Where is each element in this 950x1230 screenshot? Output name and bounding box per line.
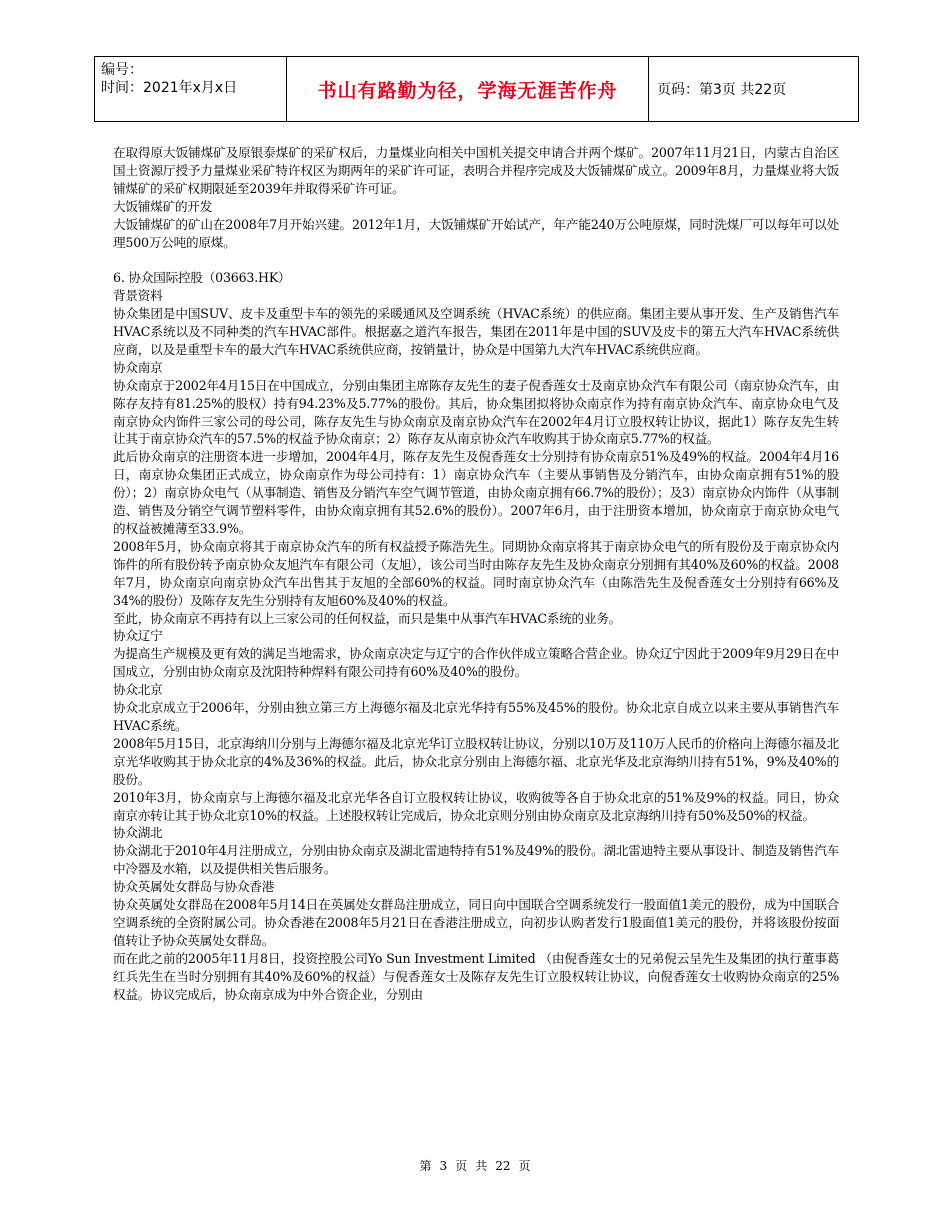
section-heading: 协众湖北 — [113, 825, 163, 841]
paragraph: 而在此之前的2005年11月8日，投资控股公司Yo Sun Investment Limited （由倪香莲女士的兄弟倪云呈先生及集团的执行董事葛红兵先生在当时分别拥有其40%及60%的权益）与倪香莲女士及陈存友先生订立股权转让协议，向倪香莲女士收购协众南京的25%权益。协议完成后，协众南京成为中外合资企业，分别由 — [113, 950, 839, 1002]
header-page-info: 页码：第3页 共22页 — [657, 82, 787, 98]
document-body — [113, 144, 839, 1003]
header-motto: 书山有路勤为径，学海无涯苦作舟 — [287, 57, 649, 121]
footer-total-pages: 22 — [495, 1159, 511, 1173]
paragraph: 协众北京成立于2006年，分别由独立第三方上海德尔福及北京光华持有55%及45%的股份。协众北京自成立以来主要从事销售汽车HVAC系统。 — [113, 700, 839, 733]
paragraph: 协众英属处女群岛在2008年5月14日在英属处女群岛注册成立，同日向中国联合空调系统发行一股面值1美元的股份，成为中国联合空调系统的全资附属公司。协众香港在2008年5月21日在香港注册成立，向初步认购者发行1股面值1美元的股份，并将该股份按面值转让予协众英属处女群岛。 — [113, 897, 839, 948]
paragraph: 大饭铺煤矿的矿山在2008年7月开始兴建。2012年1月，大饭铺煤矿开始试产，年产能240万公吨原煤，同时洗煤厂可以每年可以处理500万公吨的原煤。 — [113, 216, 839, 250]
paragraph: 协众南京于2002年4月15日在中国成立，分别由集团主席陈存友先生的妻子倪香莲女士及南京协众汽车有限公司（南京协众汽车，由陈存友持有81.25%的股权）持有94.23%及5.77%的股份。其后，协众集团拟将协众南京作为持有南京协众汽车、南京协众电气及南京协众内饰件三家公司的母公司，陈存友先生与协众南京及南京协众汽车在2002年4月订立股权转让协议，据此1）陈存友先生转让其于南京协众汽车的57.5%的权益予协众南京；2）陈存友从南京协众汽车收购其于协众南京5.77%的权益。 — [113, 377, 839, 447]
serial-number-label: 编号： — [101, 62, 143, 78]
paragraph: 在取得原大饭铺煤矿及原银泰煤矿的采矿权后，力量煤业向相关中国机关提交申请合并两个煤矿。2007年11月21日，内蒙古自治区国土资源厅授予力量煤业采矿特许权区为期两年的采矿许可证，表明合并程序完成及大饭铺煤矿成立。2009年8月，力量煤业将大饭铺煤矿的采矿权期限延至2039年并取得采矿许可证。 — [113, 145, 839, 196]
paragraph: 2008年5月15日，北京海纳川分别与上海德尔福及北京光华订立股权转让协议，分别以10万及110万人民币的价格向上海德尔福及北京光华收购其于协众北京的4%及36%的权益。此后，协众北京分别由上海德尔福、北京光华及北京海纳川持有51%，9%及40%的股份。 — [113, 735, 839, 787]
header-left-cell — [95, 57, 287, 121]
section-heading: 大饭铺煤矿的开发 — [113, 198, 213, 214]
section-heading: 协众北京 — [113, 682, 163, 698]
footer-total-unit: 页 — [518, 1159, 531, 1173]
section-heading: 协众辽宁 — [113, 628, 163, 644]
footer-total-word: 共 — [475, 1159, 488, 1173]
paragraph: 此后协众南京的注册资本进一步增加，2004年4月，陈存友先生及倪香莲女士分别持有协众南京51%及49%的权益。2004年4月16日，南京协众集团正式成立，协众南京作为母公司持有：1）南京协众汽车（主要从事销售及分销汽车，由协众南京拥有51%的股份）；2）南京协众电气（从事制造、销售及分销汽车空气调节管道，由协众南京拥有66.7%的股份）；及3）南京协众内饰件（从事制造、销售及分销空气调节塑料零件，由协众南京拥有其52.6%的股份）。2007年6月，由于注册资本增加，协众南京于南京协众电气的权益被摊薄至33.9%。 — [113, 449, 839, 537]
blank-line — [113, 251, 839, 269]
footer-page-unit: 页 — [455, 1159, 468, 1173]
footer-page-number: 3 — [439, 1159, 448, 1173]
footer-page-word: 第 — [419, 1159, 432, 1173]
paragraph: 至此，协众南京不再持有以上三家公司的任何权益，而只是集中从事汽车HVAC系统的业务。 — [113, 610, 622, 626]
paragraph: 协众湖北于2010年4月注册成立，分别由协众南京及湖北雷迪特持有51%及49%的股份。湖北雷迪特主要从事设计、制造及销售汽车中冷器及水箱，以及提供相关售后服务。 — [113, 843, 839, 877]
section-heading: 6. 协众国际控股（03663.HK） — [113, 270, 291, 286]
section-heading: 协众英属处女群岛与协众香港 — [113, 879, 275, 895]
section-heading: 协众南京 — [113, 359, 163, 375]
section-heading: 背景资料 — [113, 288, 163, 304]
paragraph: 为提高生产规模及更有效的满足当地需求，协众南京决定与辽宁的合作伙伴成立策略合营企业。协众辽宁因此于2009年9月29日在中国成立，分别由协众南京及沈阳特种焊料有限公司持有60%及40%的股份。 — [113, 646, 839, 680]
paragraph: 2010年3月，协众南京与上海德尔福及北京光华各自订立股权转让协议，收购彼等各自于协众北京的51%及9%的权益。同日，协众南京亦转让其于协众北京10%的权益。上述股权转让完成后，协众北京则分别由协众南京及北京海纳川持有50%及50%的权益。 — [113, 789, 839, 823]
page-footer — [0, 1157, 950, 1174]
page-header — [94, 56, 859, 122]
paragraph: 协众集团是中国SUV、皮卡及重型卡车的领先的采暖通风及空调系统（HVAC系统）的供应商。集团主要从事开发、生产及销售汽车HVAC系统以及不同种类的汽车HVAC部件。根据嘉之道汽车报告，集团在2011年是中国的SUV及皮卡的第五大汽车HVAC系统供应商，以及是重型卡车的最大汽车HVAC系统供应商，按销量计，协众是中国第九大汽车HVAC系统供应商。 — [113, 306, 839, 357]
paragraph: 2008年5月，协众南京将其于南京协众汽车的所有权益授予陈浩先生。同期协众南京将其于南京协众电气的所有股份及于南京协众内饰件的所有股份转予南京协众友旭汽车有限公司（友旭），该公司当时由陈存友先生及协众南京分别拥有其40%及60%的权益。2008年7月，协众南京向南京协众汽车出售其于友旭的全部60%的权益。同时南京协众汽车（由陈浩先生及倪香莲女士分别持有66%及34%的股份）及陈存友先生分别持有友旭60%及40%的权益。 — [113, 538, 839, 608]
date-label: 时间：2021年x月x日 — [101, 80, 238, 96]
